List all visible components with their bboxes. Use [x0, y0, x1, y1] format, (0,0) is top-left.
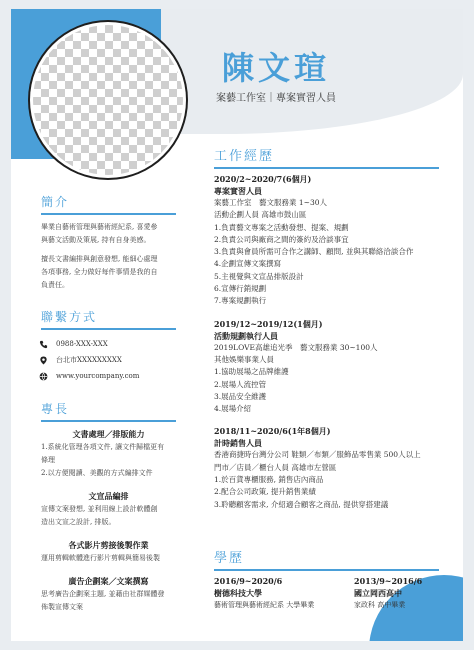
job-line: 4.展場介紹 — [214, 404, 252, 414]
intro-heading: 簡介 — [41, 193, 176, 215]
left-column — [41, 193, 176, 624]
contact-website — [39, 368, 176, 384]
skill-line: 1.系統化管理各項文件, 讓文件歸檔更有 — [41, 443, 165, 451]
job-title: 活動規劃執行人員 — [214, 330, 278, 341]
skill-line: 佈製宣傳文案 — [41, 603, 83, 611]
contact-address — [39, 352, 176, 368]
education-date: 2016/9~2020/6 — [214, 576, 283, 586]
education-section — [214, 547, 439, 611]
job-entry — [214, 173, 439, 308]
phone-icon — [39, 340, 48, 349]
education-school: 國立岡西高中 — [354, 588, 402, 598]
intro-line: 負責任。 — [41, 281, 69, 289]
skill-title: 文書處理／排版能力 — [72, 429, 145, 439]
skill-title: 各式影片剪接後製作業 — [68, 540, 149, 550]
skills-heading: 專長 — [41, 400, 176, 422]
skill-line: 運用剪輯軟體進行影片剪輯與簡易後製 — [41, 554, 160, 562]
education-entry — [354, 575, 439, 611]
job-entry — [214, 318, 439, 416]
job-line: 門市／店員／櫃台人員 高雄市左營區 — [214, 462, 337, 472]
skill-title: 廣告企劃案／文案撰寫 — [68, 576, 149, 586]
location-pin-icon — [39, 356, 48, 365]
skill-line: 思考廣告企劃案主題, 並藉由社群媒體發 — [41, 590, 165, 598]
contact-website-text[interactable]: www.yourcompany.com — [56, 372, 140, 380]
intro-line: 各項事務, 全力做好每件事情是我的自 — [41, 268, 158, 276]
job-title: 計時銷售人員 — [214, 438, 262, 449]
education-school: 樹德科技大學 — [214, 588, 262, 598]
job-line: 3.聆聽顧客需求, 介紹適合顧客之商品, 提供穿搭建議 — [214, 499, 389, 509]
contact-address-text: 台北市XXXXXXXXX — [56, 356, 122, 364]
job-line: 3.負責與會員所需可合作之講師、顧問, 並與其聯絡洽談合作 — [214, 247, 414, 257]
job-line: 7.專案規劃執行 — [214, 296, 267, 306]
skill-item — [41, 575, 176, 614]
job-line: 2.負責公司與廠商之間的簽約及洽談事宜 — [214, 234, 349, 244]
contact-phone-text: 0988-XXX-XXX — [56, 340, 108, 348]
contact-list — [41, 336, 176, 384]
education-major: 藝術管理與藝術經紀系 大學畢業 — [214, 601, 315, 609]
intro-text — [41, 221, 176, 292]
intro-line: 與藝文活動及策展, 持有自身美感。 — [41, 236, 151, 244]
right-column — [214, 145, 439, 521]
job-line: 香港商捷時台灣分公司 鞋類／布類／服飾品零售業 500人以上 — [214, 450, 421, 460]
contact-heading: 聯繫方式 — [41, 308, 176, 330]
job-line: 活動企劃人員 高雄市鼓山區 — [214, 210, 307, 220]
job-entry — [214, 425, 439, 510]
job-line: 4.企劃宣傳文案撰寫 — [214, 259, 282, 269]
job-line: 2.展場人流控管 — [214, 379, 267, 389]
job-line: 3.展品安全維護 — [214, 391, 267, 401]
job-line: 6.宣傳行銷規劃 — [214, 284, 267, 294]
job-line: 5.主視覺與文宣品排版設計 — [214, 271, 304, 281]
skill-item — [41, 490, 176, 529]
job-line: 2.配合公司政策, 提升銷售業績 — [214, 487, 316, 497]
job-line: 其他娛樂事業人員 — [214, 354, 274, 364]
job-line: 1.於百貨專櫃服務, 銷售店內商品 — [214, 475, 324, 485]
education-major: 家政科 高中畢業 — [354, 601, 406, 609]
experience-heading: 工作經歷 — [214, 145, 439, 169]
job-line: 1.負責藝文專案之活動發想、提案、規劃 — [214, 222, 349, 232]
education-entry — [214, 575, 354, 611]
job-date: 2020/2~2020/7(6個月) — [214, 174, 312, 184]
candidate-name: 陳文瑄 — [221, 49, 330, 87]
profile-photo-placeholder[interactable] — [33, 25, 183, 175]
globe-icon — [39, 372, 48, 381]
job-date: 2019/12~2019/12(1個月) — [214, 318, 323, 329]
skill-item — [41, 428, 176, 480]
education-date: 2013/9~2016/6 — [354, 576, 423, 586]
resume-page — [11, 9, 463, 641]
job-line: 案藝工作室 藝文服務業 1~30人 — [214, 198, 327, 207]
contact-phone — [39, 336, 176, 352]
skills-list — [41, 428, 176, 614]
education-list — [214, 575, 439, 611]
skill-title: 文宣品編排 — [88, 491, 129, 501]
job-line: 2019LOVE高雄追光季 藝文服務業 30~100人 — [214, 342, 378, 352]
skill-line: 宣傳文案發想, 並利用線上設計軟體創 — [41, 505, 158, 513]
skill-line: 2.以方便閱讀、美觀的方式編排文件 — [41, 469, 153, 477]
intro-line: 擅長文書編排與創意發想, 能細心處理 — [41, 255, 158, 263]
skill-line: 條理 — [41, 456, 55, 464]
job-title: 專案實習人員 — [214, 186, 262, 196]
skill-line: 造出文宣之設計, 排版。 — [41, 518, 116, 526]
intro-line: 畢業自藝術管理與藝術經紀系, 喜愛參 — [41, 223, 158, 231]
job-line: 1.協助展場之品牌維護 — [214, 367, 289, 377]
candidate-subtitle: 案藝工作室｜專案實習人員 — [216, 93, 336, 104]
education-heading: 學歷 — [214, 547, 439, 571]
skill-item — [41, 539, 176, 565]
job-date: 2018/11~2020/6(1年8個月) — [214, 426, 331, 437]
